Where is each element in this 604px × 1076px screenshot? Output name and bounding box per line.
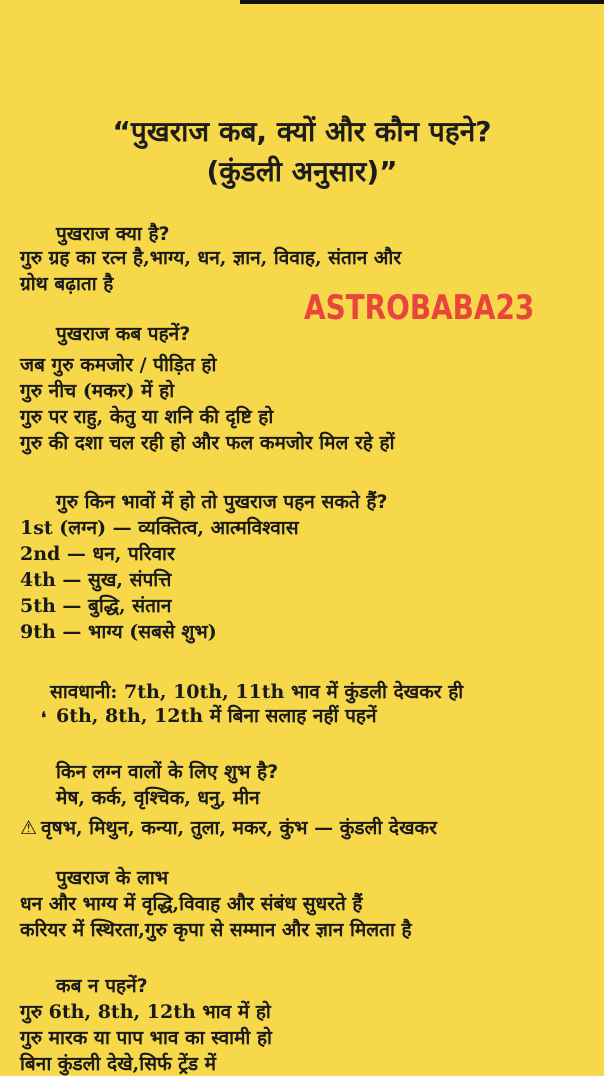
caution-line: 6th, 8th, 12th में बिना सलाह नहीं पहनें: [56, 705, 377, 727]
avoid-line: बिना कुंडली देखे,सिर्फ ट्रेंड में: [20, 1053, 217, 1075]
watermark-text: ASTROBABA23: [304, 288, 535, 328]
benefits-line: करियर में स्थिरता,गुरु कृपा से सम्मान और ज्ञान मिलता है: [20, 919, 412, 941]
when-line: जब गुरु कमजोर / पीड़ित हो: [20, 354, 217, 376]
when-line: गुरु नीच (मकर) में हो: [20, 380, 175, 402]
when-line: गुरु की दशा चल रही हो और फल कमजोर मिल रहे हों: [20, 432, 395, 454]
what-line: गुरु ग्रह का रत्न है,भाग्य, धन, ज्ञान, विवाह, संतान और: [20, 247, 402, 269]
benefits-line: धन और भाग्य में वृद्धि,विवाह और संबंध सुधरते हैं: [20, 893, 363, 915]
benefits-heading: पुखराज के लाभ: [56, 867, 169, 889]
houses-line: 1st (लग्न) — व्यक्तित्व, आत्मविश्वास: [20, 517, 299, 539]
what-heading: पुखराज क्या है?: [56, 223, 170, 245]
caution-tick-mark: ❛: [41, 708, 47, 727]
when-heading: पुखराज कब पहनें?: [56, 323, 191, 345]
top-divider-bar: [240, 0, 604, 4]
lagna-heading: किन लग्न वालों के लिए शुभ है?: [56, 761, 279, 783]
houses-line: 9th — भाग्य (सबसे शुभ): [20, 621, 217, 643]
caution-line: सावधानी: 7th, 10th, 11th भाव में कुंडली देखकर ही: [50, 681, 464, 703]
houses-line: 2nd — धन, परिवार: [20, 543, 175, 565]
avoid-line: गुरु मारक या पाप भाव का स्वामी हो: [20, 1027, 272, 1049]
title-line-2: (कुंडली अनुसार)”: [206, 155, 398, 188]
houses-heading: गुरु किन भावों में हो तो पुखराज पहन सकते हैं?: [56, 491, 388, 513]
page-title: [0, 112, 604, 192]
title-line-1: “पुखराज कब, क्यों और कौन पहने?: [112, 115, 492, 148]
lagna-warning-line: [20, 816, 437, 840]
lagna-line: वृषभ, मिथुन, कन्या, तुला, मकर, कुंभ — कुंडली देखकर: [41, 817, 437, 839]
avoid-line: गुरु 6th, 8th, 12th भाव में हो: [20, 1001, 271, 1023]
houses-line: 5th — बुद्धि, संतान: [20, 595, 172, 617]
avoid-heading: कब न पहनें?: [56, 975, 148, 997]
when-line: गुरु पर राहु, केतु या शनि की दृष्टि हो: [20, 406, 274, 428]
what-line: ग्रोथ बढ़ाता है: [20, 273, 114, 295]
warning-icon: ⚠: [20, 817, 38, 839]
lagna-line: मेष, कर्क, वृश्चिक, धनु, मीन: [56, 787, 260, 809]
houses-line: 4th — सुख, संपत्ति: [20, 569, 172, 591]
